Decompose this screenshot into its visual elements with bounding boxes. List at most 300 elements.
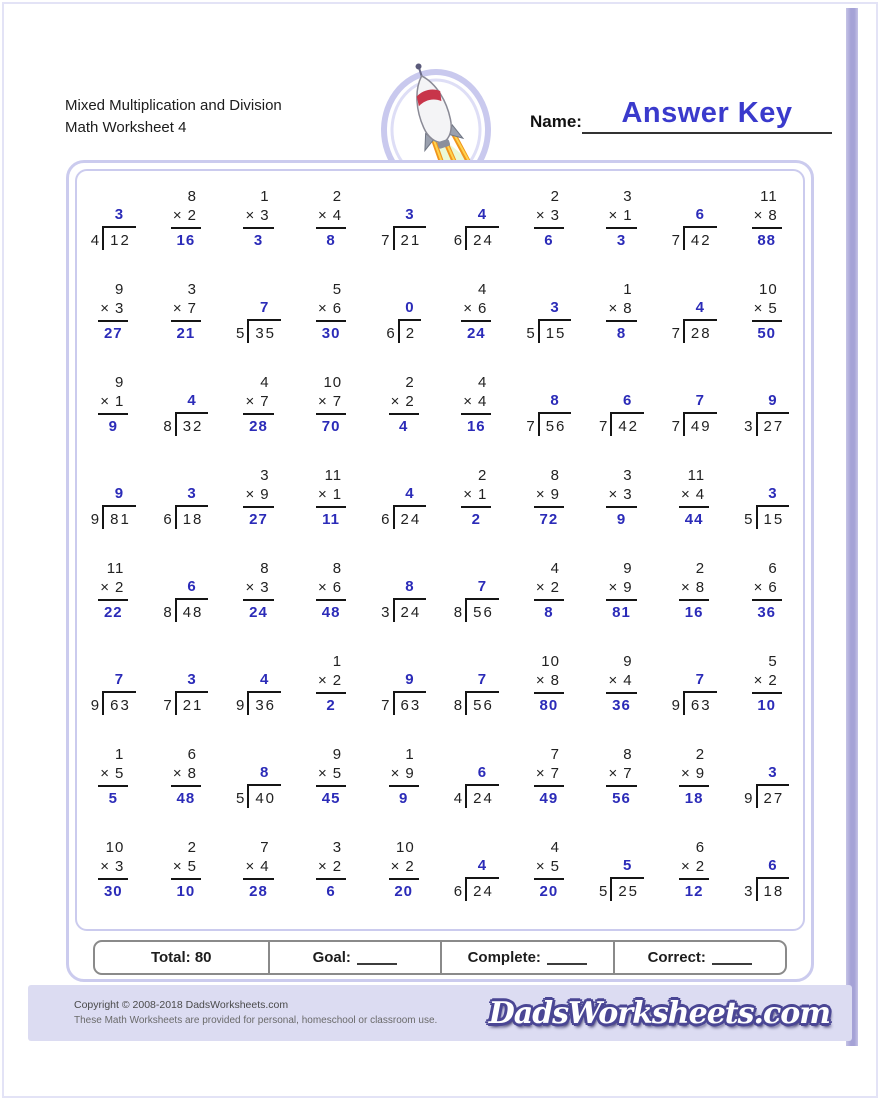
quotient-answer: 7 — [695, 671, 705, 688]
multiplier: 7 — [332, 393, 343, 410]
product-answer: 8 — [606, 320, 636, 343]
multiplier: 3 — [260, 579, 270, 596]
multiply-sign: × — [535, 858, 546, 875]
problem-cell — [77, 830, 150, 923]
multiplication-problem — [534, 559, 564, 622]
product-answer: 72 — [534, 506, 564, 529]
dividend: 21 — [175, 691, 209, 715]
multiplication-problem — [679, 559, 709, 622]
problem-cell — [222, 365, 295, 458]
multiplicand: 1 — [623, 281, 633, 298]
multiplication-problem — [461, 466, 491, 529]
problem-cell — [585, 179, 658, 272]
problem-cell — [150, 458, 223, 551]
operator-row — [316, 485, 346, 506]
problem-cell — [658, 551, 731, 644]
product-answer: 6 — [534, 227, 564, 250]
operator-row — [606, 299, 636, 320]
copyright-line2: These Math Worksheets are provided for personal, homeschool or classroom use. — [74, 1015, 438, 1026]
division-problem — [454, 670, 499, 715]
dividend: 12 — [102, 226, 136, 250]
problem-cell — [367, 458, 440, 551]
divisor: 8 — [163, 604, 173, 621]
division-problem — [236, 298, 281, 343]
problem-cell — [367, 737, 440, 830]
problem-cell — [77, 458, 150, 551]
multiply-sign: × — [318, 207, 328, 224]
multiplier: 4 — [260, 858, 270, 875]
multiplicand: 10 — [541, 653, 560, 670]
multiplicand: 8 — [260, 560, 270, 577]
multiply-sign: × — [608, 486, 619, 503]
product-answer: 10 — [752, 692, 782, 715]
product-answer: 22 — [98, 599, 128, 622]
quotient-answer: 7 — [259, 299, 270, 316]
division-problem — [744, 856, 789, 901]
product-answer: 12 — [679, 878, 709, 901]
multiplier: 9 — [623, 579, 633, 596]
product-answer: 27 — [98, 320, 128, 343]
multiplier: 2 — [405, 858, 415, 875]
operator-row — [752, 671, 782, 692]
operator-row — [98, 764, 128, 785]
problems-box — [75, 169, 805, 931]
multiply-sign: × — [681, 765, 691, 782]
multiplier: 9 — [550, 486, 560, 503]
dividend: 27 — [756, 412, 790, 436]
problem-cell — [440, 272, 513, 365]
operator-row — [171, 299, 201, 320]
quotient-answer: 4 — [477, 206, 488, 223]
multiplicand: 6 — [695, 839, 706, 856]
operator-row — [534, 578, 564, 599]
total-label: Total: 80 — [150, 949, 212, 966]
division-problem — [672, 391, 717, 436]
multiplication-problem — [243, 373, 273, 436]
problem-cell — [585, 644, 658, 737]
quotient-answer: 4 — [187, 392, 197, 409]
problem-cell — [222, 737, 295, 830]
problem-cell — [730, 644, 803, 737]
complete-cell — [440, 942, 613, 973]
problem-cell — [222, 644, 295, 737]
multiply-sign: × — [390, 858, 401, 875]
multiplier: 3 — [260, 207, 270, 224]
multiplicand: 4 — [550, 839, 560, 856]
problem-cell — [730, 272, 803, 365]
operator-row — [98, 392, 128, 413]
multiplier: 2 — [332, 858, 343, 875]
operator-row — [679, 764, 709, 785]
quotient-answer: 7 — [695, 392, 705, 409]
product-answer: 50 — [752, 320, 782, 343]
multiplicand: 7 — [550, 746, 560, 763]
multiply-sign: × — [753, 300, 764, 317]
divisor: 7 — [381, 232, 391, 249]
operator-row — [389, 392, 419, 413]
multiply-sign: × — [535, 579, 546, 596]
multiplicand: 1 — [260, 188, 270, 205]
multiplication-problem — [316, 187, 346, 250]
dividend: 15 — [756, 505, 790, 529]
division-problem — [526, 298, 571, 343]
problem-cell — [585, 737, 658, 830]
multiply-sign: × — [753, 672, 764, 689]
multiply-sign: × — [100, 765, 110, 782]
operator-row — [171, 764, 201, 785]
multiply-sign: × — [681, 486, 691, 503]
quotient-answer: 6 — [768, 857, 778, 874]
division-problem — [454, 205, 499, 250]
problem-cell — [150, 830, 223, 923]
operator-row — [98, 857, 128, 878]
divisor: 5 — [526, 325, 536, 342]
multiply-sign: × — [390, 765, 401, 782]
multiplier: 9 — [260, 486, 270, 503]
dividend: 24 — [465, 226, 499, 250]
multiplier: 6 — [478, 300, 488, 317]
problem-cell — [440, 644, 513, 737]
dividend: 42 — [683, 226, 717, 250]
operator-row — [171, 857, 201, 878]
multiplier: 3 — [623, 486, 633, 503]
multiplication-problem — [461, 373, 491, 436]
multiplicand: 10 — [105, 839, 125, 856]
multiplier: 6 — [332, 579, 343, 596]
quotient-answer: 7 — [114, 671, 125, 688]
product-answer: 44 — [679, 506, 709, 529]
multiply-sign: × — [245, 393, 256, 410]
correct-label: Correct: — [647, 949, 706, 966]
problem-cell — [440, 551, 513, 644]
product-answer: 9 — [98, 413, 128, 436]
problem-cell — [658, 737, 731, 830]
dividend: 48 — [175, 598, 209, 622]
multiplicand: 11 — [106, 560, 125, 577]
dividend: 18 — [175, 505, 209, 529]
multiplier: 3 — [550, 207, 560, 224]
problem-cell — [150, 179, 223, 272]
problem-cell — [440, 737, 513, 830]
multiplicand: 4 — [478, 374, 488, 391]
quotient-answer: 5 — [622, 857, 633, 874]
multiply-sign: × — [535, 486, 546, 503]
product-answer: 28 — [243, 878, 273, 901]
division-problem — [91, 670, 136, 715]
problem-cell — [513, 551, 586, 644]
dadsworksheets-logo: DadsWorksheets.com — [488, 995, 830, 1031]
divisor: 6 — [453, 232, 464, 249]
multiplication-problem — [606, 745, 636, 808]
multiplication-problem — [606, 466, 636, 529]
multiplicand: 3 — [623, 188, 633, 205]
product-answer: 24 — [243, 599, 273, 622]
product-answer: 9 — [389, 785, 419, 808]
multiplication-problem — [316, 280, 346, 343]
quotient-answer: 0 — [405, 299, 415, 316]
multiply-sign: × — [535, 765, 546, 782]
quotient-answer: 3 — [550, 299, 560, 316]
product-answer: 45 — [316, 785, 346, 808]
dividend: 28 — [683, 319, 717, 343]
division-problem — [91, 484, 136, 529]
product-answer: 11 — [316, 506, 346, 529]
operator-row — [679, 485, 709, 506]
division-problem — [454, 763, 499, 808]
problem-cell — [658, 458, 731, 551]
complete-label: Complete: — [467, 949, 541, 966]
dividend: 24 — [393, 598, 427, 622]
division-problem — [163, 484, 208, 529]
multiplier: 5 — [550, 858, 560, 875]
problem-cell — [440, 365, 513, 458]
multiply-sign: × — [608, 765, 619, 782]
product-answer: 80 — [534, 692, 564, 715]
problem-cell — [150, 365, 223, 458]
multiplier: 3 — [115, 300, 125, 317]
multiplier: 2 — [405, 393, 415, 410]
goal-label: Goal: — [312, 949, 351, 966]
quotient-answer: 4 — [259, 671, 270, 688]
complete-blank-line — [547, 951, 587, 965]
problem-cell — [295, 644, 368, 737]
product-answer: 48 — [316, 599, 346, 622]
worksheet-title: Mixed Multiplication and Division — [65, 97, 282, 114]
divisor: 9 — [235, 697, 246, 714]
multiply-sign: × — [318, 672, 328, 689]
product-answer: 18 — [679, 785, 709, 808]
multiplier: 5 — [115, 765, 125, 782]
dividend: 40 — [247, 784, 281, 808]
divisor: 7 — [526, 418, 536, 435]
division-problem — [672, 298, 717, 343]
multiplication-problem — [243, 187, 273, 250]
divisor: 5 — [598, 883, 609, 900]
division-problem — [163, 391, 208, 436]
dividend: 36 — [247, 691, 281, 715]
problem-cell — [730, 365, 803, 458]
product-answer: 48 — [171, 785, 201, 808]
dividend: 63 — [393, 691, 427, 715]
quotient-answer: 8 — [259, 764, 270, 781]
multiply-sign: × — [463, 486, 473, 503]
problem-cell — [513, 458, 586, 551]
multiplicand: 10 — [759, 281, 778, 298]
divisor: 6 — [163, 511, 173, 528]
operator-row — [606, 485, 636, 506]
multiplicand: 3 — [187, 281, 197, 298]
multiplier: 4 — [332, 207, 343, 224]
product-answer: 10 — [171, 878, 201, 901]
multiply-sign: × — [318, 579, 328, 596]
division-problem — [91, 205, 136, 250]
problem-cell — [222, 551, 295, 644]
quotient-answer: 7 — [477, 671, 488, 688]
problem-cell — [513, 179, 586, 272]
product-answer: 8 — [534, 599, 564, 622]
multiplication-problem — [679, 838, 709, 901]
multiplier: 6 — [768, 579, 778, 596]
multiplicand: 9 — [115, 374, 125, 391]
problem-cell — [150, 737, 223, 830]
divisor: 8 — [163, 418, 173, 435]
multiply-sign: × — [245, 579, 256, 596]
problem-cell — [513, 365, 586, 458]
dividend: 42 — [610, 412, 644, 436]
division-problem — [386, 298, 421, 343]
quotient-answer: 4 — [477, 857, 488, 874]
dividend: 63 — [683, 691, 717, 715]
operator-row — [171, 206, 201, 227]
product-answer: 20 — [534, 878, 564, 901]
multiplier: 2 — [332, 672, 343, 689]
problem-cell — [367, 830, 440, 923]
multiplier: 4 — [695, 486, 706, 503]
multiplicand: 1 — [332, 653, 343, 670]
worksheet-header — [65, 95, 282, 139]
problem-cell — [585, 551, 658, 644]
multiply-sign: × — [100, 579, 110, 596]
operator-row — [98, 578, 128, 599]
multiplication-problem — [316, 466, 346, 529]
operator-row — [389, 857, 419, 878]
divisor: 7 — [671, 325, 681, 342]
multiplicand: 2 — [187, 839, 197, 856]
problem-cell — [585, 458, 658, 551]
problem-cell — [295, 365, 368, 458]
multiplication-problem — [679, 745, 709, 808]
quotient-answer: 3 — [114, 206, 125, 223]
division-problem — [381, 577, 426, 622]
multiplier: 9 — [695, 765, 706, 782]
problem-cell — [295, 830, 368, 923]
problem-cell — [658, 272, 731, 365]
problem-cell — [585, 365, 658, 458]
quotient-answer: 8 — [405, 578, 415, 595]
division-problem — [744, 763, 789, 808]
divisor: 6 — [386, 325, 396, 342]
problem-cell — [295, 272, 368, 365]
product-answer: 3 — [243, 227, 273, 250]
dividend: 35 — [247, 319, 281, 343]
multiplication-problem — [606, 559, 636, 622]
multiplier: 2 — [695, 858, 706, 875]
product-answer: 5 — [98, 785, 128, 808]
multiplier: 2 — [768, 672, 778, 689]
dividend: 56 — [465, 691, 499, 715]
multiplicand: 5 — [768, 653, 778, 670]
multiplier: 5 — [768, 300, 778, 317]
operator-row — [243, 485, 273, 506]
product-answer: 16 — [679, 599, 709, 622]
divisor: 7 — [381, 697, 391, 714]
multiplicand: 3 — [332, 839, 343, 856]
problem-cell — [730, 179, 803, 272]
division-problem — [744, 391, 789, 436]
multiplication-problem — [316, 838, 346, 901]
product-answer: 27 — [243, 506, 273, 529]
operator-row — [389, 764, 419, 785]
problem-cell — [440, 830, 513, 923]
multiplier: 1 — [478, 486, 488, 503]
problem-cell — [513, 737, 586, 830]
division-problem — [381, 484, 426, 529]
multiplier: 8 — [550, 672, 560, 689]
problem-cell — [730, 458, 803, 551]
product-answer: 21 — [171, 320, 201, 343]
product-answer: 81 — [606, 599, 636, 622]
multiplier: 8 — [623, 300, 633, 317]
problem-cell — [658, 830, 731, 923]
multiplication-problem — [171, 838, 201, 901]
name-underline — [582, 88, 832, 134]
problem-cell — [658, 644, 731, 737]
operator-row — [316, 206, 346, 227]
multiply-sign: × — [172, 765, 183, 782]
divisor: 9 — [671, 697, 681, 714]
problem-cell — [585, 830, 658, 923]
problem-cell — [150, 551, 223, 644]
quotient-answer: 4 — [405, 485, 415, 502]
multiply-sign: × — [100, 858, 110, 875]
multiplication-problem — [606, 187, 636, 250]
multiply-sign: × — [245, 486, 256, 503]
problem-cell — [367, 365, 440, 458]
multiply-sign: × — [318, 765, 328, 782]
multiplication-problem — [389, 373, 419, 436]
goal-blank-line — [357, 951, 397, 965]
multiply-sign: × — [463, 393, 473, 410]
product-answer: 36 — [752, 599, 782, 622]
problem-cell — [658, 365, 731, 458]
multiplier: 1 — [115, 393, 125, 410]
operator-row — [534, 671, 564, 692]
dividend: 25 — [610, 877, 644, 901]
multiply-sign: × — [318, 300, 328, 317]
multiply-sign: × — [753, 579, 764, 596]
multiply-sign: × — [100, 393, 110, 410]
multiplication-problem — [171, 187, 201, 250]
multiplication-problem — [606, 652, 636, 715]
operator-row — [243, 857, 273, 878]
multiplication-problem — [752, 559, 782, 622]
operator-row — [752, 578, 782, 599]
multiplier: 2 — [550, 579, 560, 596]
operator-row — [316, 578, 346, 599]
multiplicand: 2 — [550, 188, 560, 205]
worksheet-body-frame — [66, 160, 814, 982]
problem-cell — [77, 179, 150, 272]
multiply-sign: × — [318, 858, 328, 875]
multiplication-problem — [534, 652, 564, 715]
problem-cell — [77, 737, 150, 830]
multiplication-problem — [98, 280, 128, 343]
divisor: 3 — [381, 604, 391, 621]
multiplicand: 11 — [324, 467, 343, 484]
quotient-answer: 9 — [405, 671, 415, 688]
page-edge-shadow — [846, 8, 858, 1046]
divisor: 7 — [671, 232, 681, 249]
multiply-sign: × — [681, 579, 691, 596]
quotient-answer: 8 — [550, 392, 560, 409]
multiplicand: 6 — [187, 746, 197, 763]
multiplicand: 4 — [550, 560, 560, 577]
divisor: 6 — [453, 883, 464, 900]
product-answer: 2 — [461, 506, 491, 529]
product-answer: 3 — [606, 227, 636, 250]
dividend: 32 — [175, 412, 209, 436]
divisor: 7 — [163, 697, 173, 714]
